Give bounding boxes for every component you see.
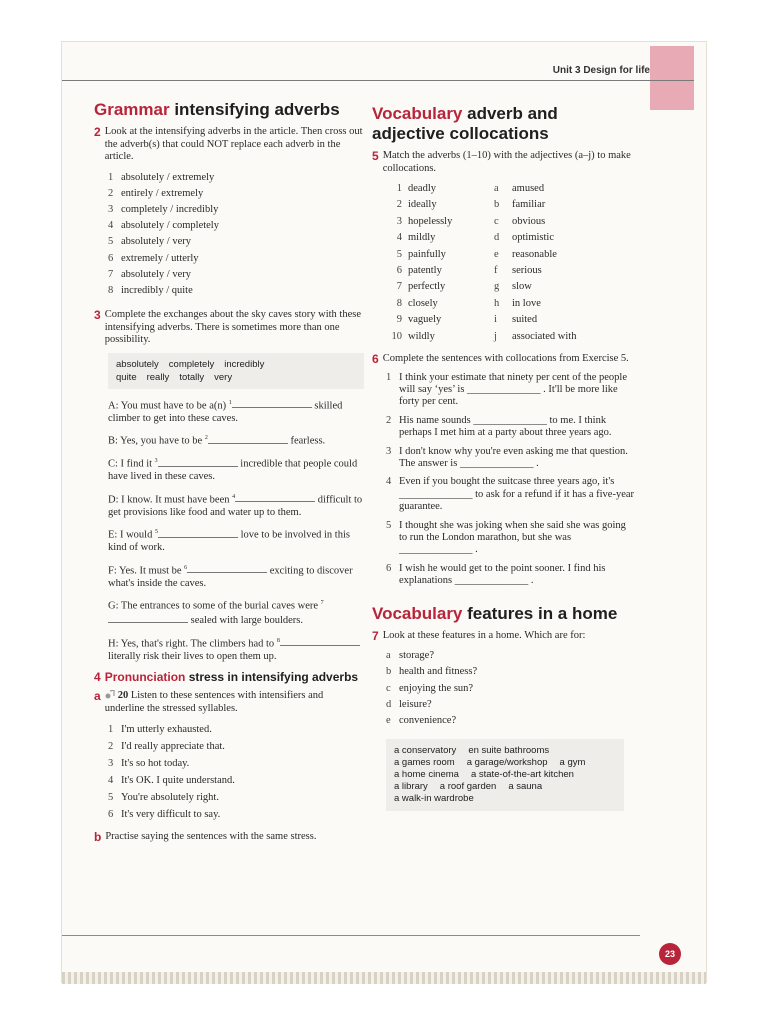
list-item <box>108 218 364 234</box>
vocab-collocations-heading: Vocabulary adverb and adjective collocations <box>372 104 558 143</box>
unit-title: Design for life <box>583 65 650 76</box>
exercise-3-dialogue <box>108 397 364 664</box>
adjective-item <box>494 247 576 263</box>
vocab-features-heading: Vocabulary features in a home <box>372 603 618 623</box>
item-text: Even if you bought the suitcase three years ago, it's ______________ to ask for a refund if it has a five-year guarantee. <box>399 476 635 513</box>
item-number: 1 <box>108 724 114 736</box>
item-number: 2 <box>396 199 402 211</box>
item-number: a <box>386 650 391 662</box>
item-text: leisure? <box>399 698 432 710</box>
left-column <box>94 100 364 850</box>
item-text: painfully <box>408 248 446 260</box>
dialogue-line <box>108 635 364 664</box>
item-number: 8 <box>108 284 114 296</box>
item-number: 2 <box>108 741 114 753</box>
item-number: 5 <box>396 248 402 260</box>
item-number: 3 <box>108 758 114 770</box>
adverb-item <box>386 279 494 295</box>
gap-number: 3 <box>154 458 158 465</box>
gap-number: 7 <box>320 600 324 607</box>
item-text: patently <box>408 265 442 277</box>
adverb-item <box>386 247 494 263</box>
item-number: 2 <box>386 414 392 426</box>
item-text: absolutely / completely <box>121 220 219 232</box>
list-item <box>108 202 364 218</box>
exercise-4-list <box>94 721 364 823</box>
word-box-features <box>386 739 624 811</box>
dialogue-text: D: I know. It must have been <box>108 494 233 506</box>
item-text: closely <box>408 297 438 309</box>
word-chip: totally <box>179 371 205 383</box>
item-text: You're absolutely right. <box>121 792 219 804</box>
item-text: absolutely / very <box>121 236 191 248</box>
item-text: in love <box>512 297 541 309</box>
item-number: 7 <box>396 281 402 293</box>
item-text: incredibly / quite <box>121 284 193 296</box>
exercise-4a-instruction: a 20 Listen to these sentences with intensifiers and underline the stressed syllables. <box>94 689 324 714</box>
word-chip: quite <box>116 371 137 383</box>
unit-number: Unit 3 <box>552 65 581 76</box>
item-number: b <box>386 666 392 678</box>
gap-input[interactable] <box>235 492 315 502</box>
word-chip: a gym <box>559 757 586 769</box>
item-text: extremely / utterly <box>121 252 199 264</box>
dialogue-text: literally risk their lives to open them up. <box>108 650 277 662</box>
item-text: I don't know why you're even asking me that question. The answer is ______________ . <box>399 445 628 469</box>
dialogue-line <box>108 455 364 484</box>
gap-number: 2 <box>204 435 208 442</box>
dialogue-line <box>108 397 364 426</box>
item-number: 5 <box>108 792 114 804</box>
word-chip: a state-of-the-art kitchen <box>470 769 574 781</box>
gap-number: 1 <box>228 399 232 406</box>
sentence-item <box>386 372 634 409</box>
gap-number: 5 <box>154 529 158 536</box>
item-text: I'd really appreciate that. <box>121 741 225 753</box>
item-number: 4 <box>108 220 114 232</box>
item-text: completely / incredibly <box>121 203 219 215</box>
item-letter: c <box>494 215 499 227</box>
dialogue-line <box>108 491 364 520</box>
grammar-heading: Grammar intensifying adverbs <box>94 100 340 119</box>
gap-input[interactable] <box>232 398 312 408</box>
running-header <box>553 65 650 76</box>
item-letter: h <box>494 297 500 309</box>
item-number: 5 <box>386 519 392 531</box>
item-text: It's so hot today. <box>121 758 190 770</box>
list-item <box>108 772 364 789</box>
word-box-adverbs <box>108 353 364 389</box>
exercise-6-instruction: 6 Complete the sentences with collocations from Exercise 5. <box>372 352 629 367</box>
word-box-row <box>116 371 356 384</box>
item-letter: j <box>494 330 497 342</box>
exercise-7-list <box>386 648 634 729</box>
question-item <box>386 713 634 729</box>
item-text: hopelessly <box>408 215 453 227</box>
dialogue-line <box>108 597 364 628</box>
item-number: 4 <box>108 775 114 787</box>
list-item <box>108 267 364 283</box>
item-text: I think your estimate that ninety per cent of the people will say ‘yes’ is ______________ . It'll be more like forty per cent. <box>399 371 628 408</box>
word-chip: a conservatory <box>394 745 457 757</box>
item-text: optimistic <box>512 232 554 244</box>
question-item <box>386 697 634 713</box>
gap-input[interactable] <box>158 457 238 467</box>
exercise-4b-instruction: b Practise saying the sentences with the same stress. <box>94 830 317 845</box>
dialogue-text: F: Yes. It must be <box>108 565 185 577</box>
word-box-row <box>394 769 616 781</box>
dialogue-text: skilled climber to get into these caves. <box>108 400 343 424</box>
word-chip: a games room <box>394 757 455 769</box>
item-letter: e <box>494 248 499 260</box>
item-text: His name sounds ______________ to me. I think perhaps I met him at a party about three years ago. <box>399 414 612 439</box>
item-text: mildly <box>408 232 436 244</box>
adjective-item <box>494 197 576 213</box>
item-number: 6 <box>396 265 402 277</box>
page-number: 23 <box>659 943 681 965</box>
item-text: obvious <box>512 215 546 227</box>
gap-input[interactable] <box>208 434 288 444</box>
item-number: 1 <box>396 183 402 194</box>
item-text: entirely / extremely <box>121 187 204 199</box>
dialogue-text: B: Yes, you have to be <box>108 435 205 447</box>
item-text: convenience? <box>399 714 457 726</box>
word-chip: en suite bathrooms <box>468 745 550 757</box>
dialogue-text: H: Yes, that's right. The climbers had to <box>108 638 277 650</box>
dialogue-text: love to be involved in this kind of work. <box>108 529 350 554</box>
list-item <box>108 283 364 299</box>
gap-number: 4 <box>232 493 236 500</box>
sentence-item <box>386 415 634 440</box>
adjective-item <box>494 296 576 312</box>
sentence-item <box>386 476 634 513</box>
item-text: ideally <box>408 199 437 211</box>
adjective-item <box>494 329 576 345</box>
item-text: reasonable <box>512 248 557 260</box>
item-number: c <box>386 682 391 694</box>
word-chip: a roof garden <box>439 781 497 793</box>
word-box-row <box>116 358 356 371</box>
item-text: absolutely / very <box>121 268 191 280</box>
item-number: 9 <box>396 314 402 326</box>
item-text: familiar <box>512 199 546 211</box>
adverb-item <box>386 312 494 328</box>
dialogue-text: G: The entrances to some of the burial caves were <box>108 600 321 612</box>
adverb-item <box>386 181 494 197</box>
adjective-item <box>494 181 576 197</box>
gap-input[interactable] <box>158 528 238 538</box>
dialogue-text: E: I would <box>108 529 155 541</box>
pronunciation-heading: 4 Pronunciation stress in intensifying adverbs <box>94 670 359 685</box>
adverb-item <box>386 214 494 230</box>
adjective-item <box>494 214 576 230</box>
dialogue-text: A: You must have to be a(n) <box>108 400 229 412</box>
exercise-6-list <box>386 372 634 588</box>
adverb-item <box>386 329 494 345</box>
item-text: storage? <box>399 650 434 662</box>
item-text: I'm utterly exhausted. <box>121 724 212 736</box>
question-item <box>386 681 634 697</box>
right-column <box>372 104 634 811</box>
header-rule <box>62 80 694 81</box>
exercise-5-instruction: 5 Match the adverbs (1–10) with the adjectives (a–j) to make collocations. <box>372 149 631 174</box>
item-letter: g <box>494 281 500 293</box>
item-text: health and fitness? <box>399 666 478 678</box>
word-chip: absolutely <box>116 358 159 370</box>
list-item <box>108 738 364 755</box>
word-chip: incredibly <box>224 358 265 370</box>
sentence-item <box>386 520 634 557</box>
adverb-item <box>386 296 494 312</box>
item-number: 1 <box>108 171 114 183</box>
item-letter: b <box>494 199 500 211</box>
adverb-item <box>386 263 494 279</box>
item-number: d <box>386 698 392 710</box>
item-text: vaguely <box>408 314 442 326</box>
audio-icon[interactable] <box>105 690 115 699</box>
item-text: slow <box>512 281 532 293</box>
dialogue-text: C: I find it <box>108 458 155 470</box>
item-number: 3 <box>386 445 392 457</box>
item-number: 6 <box>386 562 392 574</box>
word-chip: a walk-in wardrobe <box>394 793 474 805</box>
sentence-item <box>386 446 634 471</box>
dialogue-line <box>108 432 364 448</box>
item-number: 1 <box>386 371 392 383</box>
exercise-7-instruction: 7 Look at these features in a home. Which are for: <box>372 628 586 643</box>
item-text: serious <box>512 265 542 277</box>
footer-rule <box>62 935 640 936</box>
gap-number: 6 <box>184 564 188 571</box>
list-item <box>108 789 364 806</box>
item-text: wildly <box>408 330 435 342</box>
exercise-3-instruction: 3 Complete the exchanges about the sky caves story with these intensifying adverbs. There is sometimes more than one possibility. <box>94 308 361 346</box>
item-letter: f <box>494 265 498 277</box>
word-chip: a sauna <box>508 781 543 793</box>
item-number: 6 <box>108 252 114 264</box>
dialogue-line <box>108 562 364 591</box>
word-box-row <box>394 745 616 757</box>
word-chip: really <box>146 371 170 383</box>
item-text: amused <box>512 183 545 194</box>
item-number: 7 <box>108 268 114 280</box>
item-text: I thought she was joking when she said she was going to run the London marathon, but she was ______________ . <box>399 519 626 556</box>
item-text: suited <box>512 314 538 326</box>
adjective-item <box>494 230 576 246</box>
item-text: deadly <box>408 183 436 194</box>
list-item <box>108 186 364 202</box>
word-chip: very <box>214 371 233 383</box>
list-item <box>108 806 364 823</box>
adjective-item <box>494 263 576 279</box>
dialogue-line <box>108 526 364 555</box>
item-number: 3 <box>108 203 114 215</box>
adverb-column <box>386 181 494 345</box>
item-letter: d <box>494 232 500 244</box>
adverb-item <box>386 197 494 213</box>
page-edge <box>62 972 706 984</box>
item-number: 10 <box>391 330 402 342</box>
item-text: absolutely / extremely <box>121 171 215 183</box>
dialogue-text: incredible that people could have lived in these caves. <box>108 458 358 483</box>
dialogue-text: difficult to get provisions like food and water up to them. <box>108 494 363 518</box>
item-number: 4 <box>396 232 402 244</box>
word-chip: completely <box>168 358 215 370</box>
item-text: enjoying the sun? <box>399 682 474 694</box>
item-number: 2 <box>108 187 114 199</box>
list-item <box>108 170 364 186</box>
item-letter: a <box>494 183 499 194</box>
item-text: perfectly <box>408 281 446 293</box>
exercise-2-instruction: 2 Look at the intensifying adverbs in the article. Then cross out the adverb(s) that could NOT replace each adverb in the article. <box>94 125 363 162</box>
gap-number: 8 <box>276 637 280 644</box>
word-chip: a home cinema <box>394 769 459 781</box>
question-item <box>386 648 634 664</box>
unit-color-tab <box>650 46 694 110</box>
word-chip: a library <box>394 781 428 793</box>
gap-input[interactable] <box>108 613 188 623</box>
word-box-row <box>394 793 616 805</box>
adjective-item <box>494 279 576 295</box>
exercise-2-list <box>94 170 364 300</box>
list-item <box>108 721 364 738</box>
item-number: e <box>386 714 391 726</box>
adverb-item <box>386 230 494 246</box>
sentence-item <box>386 563 634 588</box>
list-item <box>108 234 364 250</box>
gap-input[interactable] <box>187 563 267 573</box>
item-number: 5 <box>108 236 114 248</box>
word-box-row <box>394 781 616 793</box>
dialogue-text: fearless. <box>287 435 326 447</box>
list-item <box>108 755 364 772</box>
item-number: 6 <box>108 809 114 821</box>
item-text: associated with <box>512 330 577 342</box>
item-number: 3 <box>396 215 402 227</box>
item-text: It's very difficult to say. <box>121 809 221 821</box>
word-chip: a garage/workshop <box>466 757 548 769</box>
adjective-item <box>494 312 576 328</box>
word-box-row <box>394 757 616 769</box>
list-item <box>108 251 364 267</box>
item-text: It's OK. I quite understand. <box>121 775 235 787</box>
gap-input[interactable] <box>280 636 360 646</box>
exercise-5-match <box>386 181 634 345</box>
item-number: 4 <box>386 476 392 488</box>
dialogue-text: exciting to discover what's inside the caves. <box>108 565 353 589</box>
item-text: I wish he would get to the point sooner. I find his explanations ______________ . <box>399 562 606 587</box>
adjective-column <box>494 181 576 345</box>
item-number: 8 <box>396 297 402 309</box>
dialogue-text: sealed with large boulders. <box>188 615 303 627</box>
question-item <box>386 664 634 680</box>
item-letter: i <box>494 314 497 326</box>
